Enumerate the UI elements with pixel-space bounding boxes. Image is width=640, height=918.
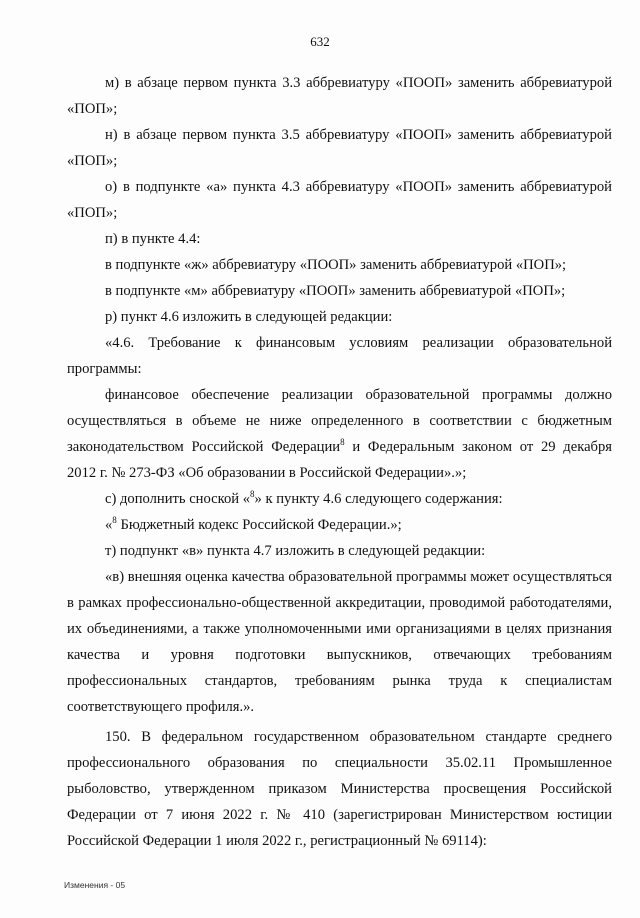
fn-text-b: Бюджетный кодекс Российской Федерации.»; <box>116 517 402 533</box>
s-text-a: с) дополнить сноской « <box>105 491 251 507</box>
s-text-b: » к пункту 4.6 следующего содержания: <box>254 491 503 507</box>
financial-text-b: и Федеральным законом от 29 декабря 2012 г. № 273-ФЗ «Об образовании в Российской Федерации».»; <box>67 439 612 481</box>
paragraph-m: м) в абзаце первом пункта 3.3 аббревиатуру «ПООП» заменить аббревиатурой «ПОП»; <box>67 75 612 117</box>
page-number: 632 <box>310 34 330 49</box>
paragraph-p-m: в подпункте «м» аббревиатуру «ПООП» заменить аббревиатурой «ПОП»; <box>105 283 566 299</box>
paragraph-footnote <box>67 512 612 538</box>
footer-label: Изменения - 05 <box>64 880 126 890</box>
footnote-mark: 8 <box>112 515 117 526</box>
footnote-mark: 8 <box>340 437 345 448</box>
footnote-mark: 8 <box>250 489 255 500</box>
document-body <box>67 70 612 854</box>
paragraph-r-4-6: «4.6. Требование к финансовым условиям реализации образовательной программы: <box>67 335 612 377</box>
paragraph-financial <box>67 382 612 486</box>
paragraph-s <box>67 486 612 512</box>
paragraph-o: о) в подпункте «а» пункта 4.3 аббревиатуру «ПООП» заменить аббревиатурой «ПОП»; <box>67 179 612 221</box>
paragraph-r: р) пункт 4.6 изложить в следующей редакции: <box>105 309 393 325</box>
paragraph-150: 150. В федеральном государственном образовательном стандарте среднего профессионального образования по специальности 35.02.11 Промышленное рыболовство, утвержденном приказом Министерства просвещения Российской Федерации от 7 июня 2022 г. № 410 (зарегистрирован Министерством юстиции Российской Федерации 1 июля 2022 г., регистрационный № 69114): <box>67 729 612 849</box>
paragraph-p: п) в пункте 4.4: <box>105 231 201 247</box>
fn-text-a: « <box>105 517 113 533</box>
paragraph-n: н) в абзаце первом пункта 3.5 аббревиатуру «ПООП» заменить аббревиатурой «ПОП»; <box>67 127 612 169</box>
paragraph-p-zh: в подпункте «ж» аббревиатуру «ПООП» заменить аббревиатурой «ПОП»; <box>105 257 567 273</box>
paragraph-t: т) подпункт «в» пункта 4.7 изложить в следующей редакции: <box>105 543 486 559</box>
financial-text-a: финансовое обеспечение реализации образовательной программы должно осуществляться в объеме не ниже определенного в соответствии с бюджетным законодательством Российской Федерации <box>67 387 612 455</box>
paragraph-t-v: «в) внешняя оценка качества образовательной программы может осуществляться в рамках профессионально-общественной аккредитации, проводимой работодателями, их объединениями, а также уполномоченными ими организациями в целях признания качества и уровня подготовки выпускников, отвечающих требованиям профессиональных стандартов, требованиям рынка труда к специалистам соответствующего профиля.». <box>67 569 612 715</box>
